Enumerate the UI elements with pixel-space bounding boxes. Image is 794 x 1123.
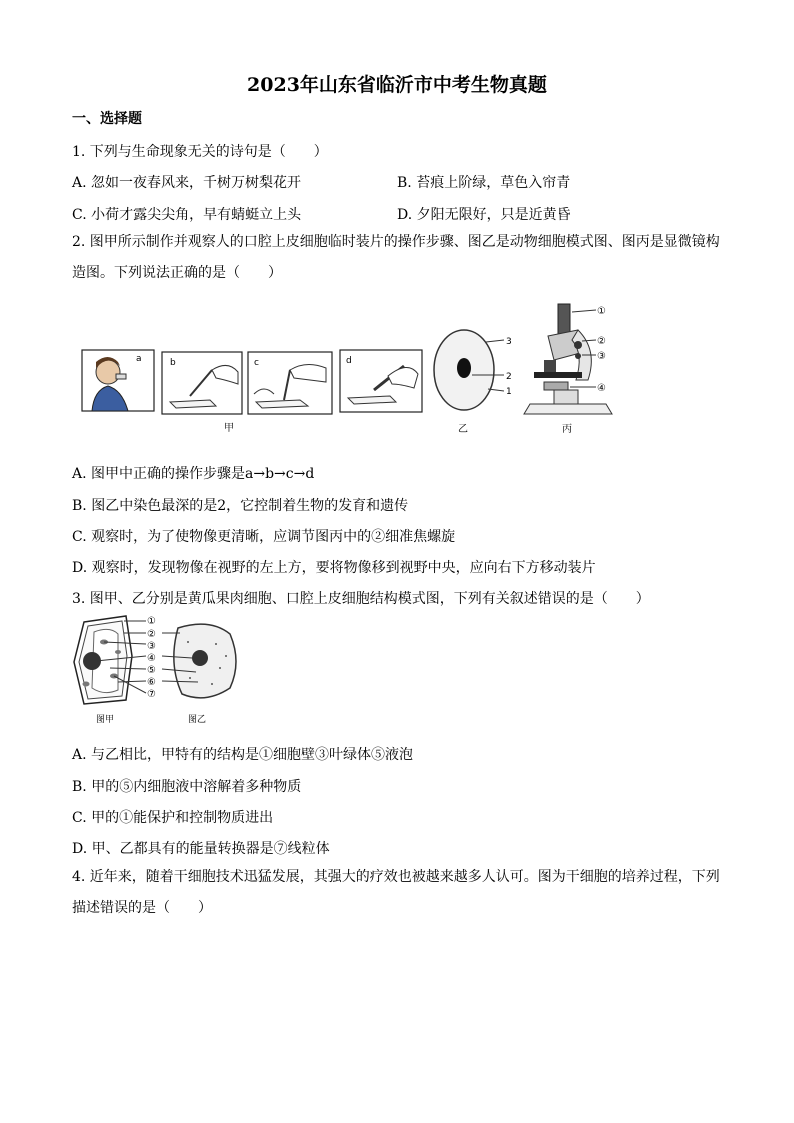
step-a-panel [82,350,154,411]
q3-figure [70,612,250,728]
q2-option-b: B. 图乙中染色最深的是2，它控制着生物的发育和遗传 [72,498,409,514]
page-title: 2023年山东省临沂市中考生物真题 [247,74,547,96]
q3-label-1: ① [147,616,156,627]
yi-label-2: 2 [506,372,512,382]
step-c-label: c [254,358,259,368]
q1-option-b: B. 苔痕上阶绿，草色入帘青 [397,175,571,191]
q1-option-a: A. 忽如一夜春风来，千树万树梨花开 [72,175,302,191]
q3-option-c: C. 甲的①能保护和控制物质进出 [72,810,274,826]
q1-stem: 1. 下列与生命现象无关的诗句是（ ） [72,144,328,160]
caption-bing: 丙 [562,424,572,435]
q3-caption-yi: 图乙 [188,715,207,725]
q2-option-c: C. 观察时，为了使物像更清晰，应调节图丙中的②细准焦螺旋 [72,529,456,545]
q3-option-b: B. 甲的⑤内细胞液中溶解着多种物质 [72,779,302,795]
yi-label-1: 1 [506,387,512,397]
q3-label-2: ② [147,629,156,640]
bing-label-4: ④ [597,383,606,394]
step-a-label: a [136,354,142,364]
q2-option-a: A. 图甲中正确的操作步骤是a→b→c→d [72,466,315,482]
bing-label-3: ③ [597,351,606,362]
q3-label-5: ⑤ [147,665,156,676]
animal-cell-diagram [434,330,512,435]
microscope-diagram [524,304,612,435]
q3-label-4: ④ [147,653,156,664]
bing-label-2: ② [597,336,606,347]
q2-figure [78,300,618,440]
bing-label-1: ① [597,306,606,317]
step-d-label: d [346,356,352,366]
q3-caption-jia: 图甲 [96,715,115,725]
step-c-panel [248,352,332,414]
q1-option-d: D. 夕阳无限好，只是近黄昏 [397,207,571,223]
q3-label-7: ⑦ [147,689,156,700]
step-d-panel [340,350,422,412]
q2-stem: 2. 图甲所示制作并观察人的口腔上皮细胞临时装片的操作步骤、图乙是动物细胞模式图、图丙是显微镜构造图。下列说法正确的是（ ） [72,234,720,281]
step-b-panel [162,352,242,414]
step-b-label: b [170,358,176,368]
caption-yi: 乙 [458,424,468,435]
oral-cell-diagram [162,624,236,725]
q4-stem: 4. 近年来，随着干细胞技术迅猛发展，其强大的疗效也被越来越多人认可。图为干细胞的培养过程，下列描述错误的是（ ） [72,869,720,916]
q3-option-d: D. 甲、乙都具有的能量转换器是⑦线粒体 [72,841,330,857]
q3-label-3: ③ [147,641,156,652]
q2-option-d: D. 观察时，发现物像在视野的左上方，要将物像移到视野中央，应向右下方移动装片 [72,560,596,576]
plant-cell-diagram [74,616,156,725]
q3-stem: 3. 图甲、乙分别是黄瓜果肉细胞、口腔上皮细胞结构模式图，下列有关叙述错误的是（ ） [72,591,650,607]
q3-label-6: ⑥ [147,677,156,688]
caption-jia: 甲 [224,423,234,434]
q1-option-c: C. 小荷才露尖尖角，早有蜻蜓立上头 [72,207,302,223]
yi-label-3: 3 [506,337,512,347]
q3-option-a: A. 与乙相比，甲特有的结构是①细胞壁③叶绿体⑤液泡 [72,747,414,763]
section-heading: 一、选择题 [72,111,142,127]
